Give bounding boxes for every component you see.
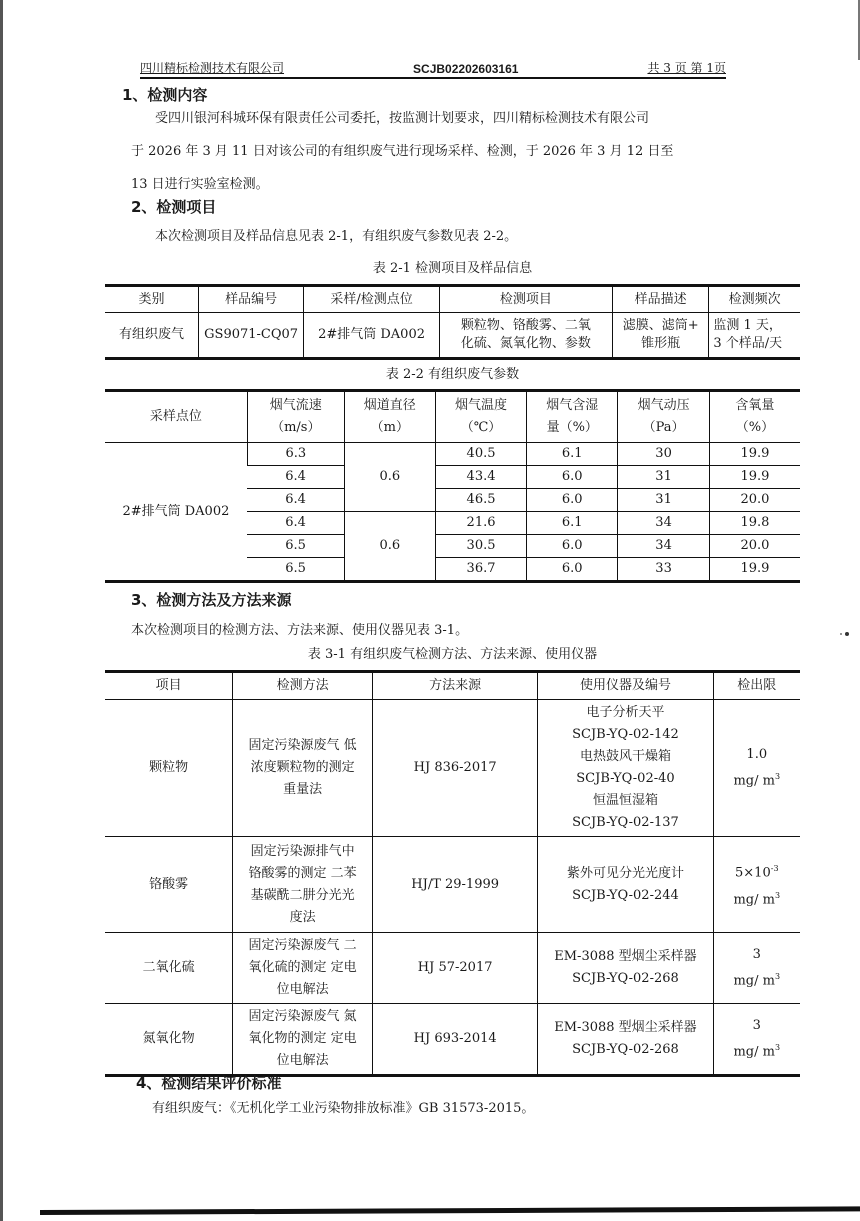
- cell-item: 二氧化硫: [105, 933, 233, 1004]
- col-header-moisture-l1: 烟气含湿: [546, 398, 599, 413]
- col-header-moisture: [527, 391, 618, 443]
- header-report-code: SCJB02202603161: [413, 62, 519, 76]
- col-header-pressure: [618, 391, 710, 443]
- table-header-row: [105, 672, 800, 700]
- cell-temperature: 36.7: [435, 558, 526, 582]
- col-header-temperature-l2: （℃）: [460, 420, 502, 435]
- cell-limit: [713, 837, 800, 933]
- cell-velocity: 6.3: [247, 443, 344, 466]
- cell-oxygen: 20.0: [709, 489, 800, 512]
- col-header-oxygen-l1: 含氧量: [735, 398, 775, 413]
- instrument-line: 恒温恒湿箱: [592, 793, 658, 808]
- table-methods: [105, 670, 800, 1077]
- instrument-line: EM-3088 型烟尘采样器: [554, 949, 697, 964]
- col-header-site-label: 采样点位: [149, 409, 202, 424]
- page-header: [140, 58, 726, 79]
- cell-instruments: [538, 837, 713, 933]
- cell-items: [439, 313, 612, 359]
- table22-caption: 表 2-2 有组织废气参数: [385, 367, 520, 382]
- cell-temperature: 40.5: [435, 443, 526, 466]
- cell-frequency-line2: 3 个样品/天: [713, 336, 783, 351]
- cell-pressure: 31: [618, 489, 710, 512]
- scan-edge-left: [0, 0, 3, 1221]
- section3-para: 本次检测项目的检测方法、方法来源、使用仪器见表 3-1。: [131, 623, 469, 638]
- table-header-row: [105, 286, 800, 313]
- instrument-line: SCJB-YQ-02-268: [572, 971, 679, 986]
- cell-category: 有组织废气: [118, 327, 184, 342]
- table-row: [105, 443, 800, 466]
- instrument-line: SCJB-YQ-02-137: [572, 815, 679, 830]
- cell-pressure: 34: [618, 512, 710, 535]
- cell-description-line2: 锥形瓶: [641, 336, 681, 351]
- col-header-diameter-l1: 烟道直径: [363, 398, 416, 413]
- cell-source: HJ 693-2014: [372, 1004, 537, 1076]
- cell-oxygen: 19.8: [709, 512, 800, 535]
- cell-moisture: 6.1: [527, 512, 618, 535]
- instrument-line: 电子分析天平: [586, 705, 665, 720]
- scan-speck: [845, 632, 849, 636]
- limit-unit: [718, 885, 796, 911]
- method-line: 重量法: [283, 782, 323, 797]
- section2-title: 2、检测项目: [131, 198, 217, 216]
- cell-oxygen: 19.9: [709, 466, 800, 489]
- cell-oxygen: 19.9: [709, 558, 800, 582]
- col-header-sample-id: 样品编号: [198, 286, 303, 313]
- limit-unit: [718, 1037, 796, 1063]
- cell-velocity: 6.4: [247, 489, 344, 512]
- method-line: 固定污染源废气 低: [248, 738, 357, 753]
- cell-moisture: 6.0: [527, 558, 618, 582]
- col-header-description: 样品描述: [612, 286, 708, 313]
- table31-caption: 表 3-1 有组织废气检测方法、方法来源、使用仪器: [307, 647, 598, 662]
- cell-moisture: 6.1: [527, 443, 618, 466]
- cell-oxygen: 19.9: [709, 443, 800, 466]
- limit-value: 3: [752, 1017, 761, 1033]
- col-header-velocity-l1: 烟气流速: [269, 398, 322, 413]
- cell-oxygen: 20.0: [709, 535, 800, 558]
- method-line: 基碳酰二肼分光光: [250, 887, 355, 903]
- cell-diameter: 0.6: [344, 512, 435, 582]
- cell-instruments: [538, 933, 713, 1004]
- limit-unit-text: mg/ m: [733, 973, 775, 989]
- col-header-items: 检测项目: [439, 286, 612, 313]
- table-header-row: [105, 391, 800, 443]
- limit-value: [718, 858, 796, 884]
- limit-unit-sup: 3: [774, 1042, 781, 1052]
- cell-item: 颗粒物: [105, 700, 233, 837]
- section4-para: 有组织废气：《无机化学工业污染物排放标准》GB 31573-2015。: [152, 1101, 535, 1116]
- cell-pressure: 34: [618, 535, 710, 558]
- col-header-oxygen-l2: （%）: [735, 420, 775, 435]
- col-header-moisture-l2: 量（%）: [546, 420, 598, 435]
- cell-item: 铬酸雾: [105, 837, 233, 933]
- table-row: [105, 837, 800, 933]
- cell-velocity: 6.5: [247, 535, 344, 558]
- section3-title: 3、检测方法及方法来源: [131, 591, 292, 609]
- instrument-line: 紫外可见分光光度计: [566, 865, 684, 881]
- limit-value: 1.0: [746, 746, 768, 762]
- col-header-oxygen: [709, 391, 800, 443]
- method-line: 铬酸雾的测定 二苯: [248, 865, 357, 881]
- section2-para: 本次检测项目及样品信息见表 2-1，有组织废气参数见表 2-2。: [155, 229, 518, 244]
- col-header-frequency: 检测频次: [709, 286, 800, 313]
- col-header-velocity-l2: （m/s）: [271, 420, 321, 435]
- col-header-method: 检测方法: [233, 672, 373, 700]
- instrument-line: SCJB-YQ-02-244: [572, 887, 679, 903]
- cell-temperature: 46.5: [435, 489, 526, 512]
- cell-moisture: 6.0: [527, 466, 618, 489]
- method-line: 固定污染源废气 二: [248, 938, 357, 953]
- col-header-pressure-l2: （Pa）: [642, 420, 685, 435]
- cell-source: HJ 836-2017: [372, 700, 537, 837]
- cell-limit: [713, 1004, 800, 1076]
- cell-point: 2#排气筒 DA002: [304, 313, 440, 359]
- cell-frequency: [709, 313, 800, 359]
- cell-instruments: [538, 700, 713, 837]
- col-header-instruments: 使用仪器及编号: [538, 672, 713, 700]
- instrument-line: SCJB-YQ-02-142: [572, 727, 679, 742]
- limit-unit: [718, 966, 796, 992]
- col-header-source: 方法来源: [372, 672, 537, 700]
- col-header-category: 类别: [105, 286, 198, 313]
- table-row: [105, 700, 800, 837]
- cell-pressure: 33: [618, 558, 710, 582]
- cell-method: [233, 700, 373, 837]
- table-row: [105, 313, 800, 359]
- limit-unit-text: mg/ m: [733, 773, 775, 789]
- col-header-point: 采样/检测点位: [304, 286, 440, 313]
- scan-speck-small: [840, 633, 842, 635]
- limit-unit-text: mg/ m: [733, 891, 775, 907]
- cell-items-line2: 化硫、氮氧化物、参数: [460, 336, 591, 351]
- col-header-temperature: [435, 391, 526, 443]
- instrument-line: EM-3088 型烟尘采样器: [554, 1020, 697, 1035]
- limit-unit-sup: 3: [774, 890, 781, 900]
- cell-temperature: 30.5: [435, 535, 526, 558]
- table-row: [105, 933, 800, 1004]
- col-header-limit: 检出限: [713, 672, 800, 700]
- cell-velocity: 6.4: [247, 466, 344, 489]
- col-header-diameter: [344, 391, 435, 443]
- cell-pressure: 30: [618, 443, 710, 466]
- header-page-number: 共 3 页 第 1页: [647, 61, 726, 75]
- col-header-item: 项目: [105, 672, 233, 700]
- method-line: 位电解法: [276, 1053, 329, 1068]
- cell-sample-id: GS9071-CQ07: [198, 313, 303, 359]
- col-header-diameter-l2: （m）: [370, 420, 409, 435]
- cell-diameter: 0.6: [344, 443, 435, 512]
- cell-method: [233, 1004, 373, 1076]
- cell-items-line1: 颗粒物、铬酸雾、二氧: [460, 318, 591, 333]
- limit-unit: [718, 766, 796, 792]
- cell-velocity: 6.4: [247, 512, 344, 535]
- limit-unit-sup: 3: [774, 971, 781, 981]
- cell-frequency-line1: 监测 1 天，: [713, 318, 782, 333]
- cell-velocity: 6.5: [285, 561, 306, 576]
- cell-temperature: 21.6: [435, 512, 526, 535]
- section1-title: 1、检测内容: [122, 86, 208, 104]
- cell-method: [233, 837, 373, 933]
- section4-title: 4、检测结果评价标准: [136, 1074, 282, 1092]
- table-row: [105, 1004, 800, 1076]
- header-company: 四川精标检测技术有限公司: [140, 61, 285, 75]
- cell-limit: [713, 933, 800, 1004]
- table-gas-parameters: [105, 389, 800, 583]
- cell-moisture: 6.0: [527, 489, 618, 512]
- cell-moisture: 6.0: [527, 535, 618, 558]
- limit-value: 3: [752, 946, 761, 962]
- method-line: 氧化物的测定 定电: [248, 1031, 357, 1046]
- limit-unit-text: mg/ m: [733, 1044, 775, 1060]
- col-header-velocity: [247, 391, 344, 443]
- method-line: 固定污染源废气 氮: [248, 1009, 357, 1024]
- method-line: 位电解法: [276, 982, 329, 997]
- cell-instruments: [538, 1004, 713, 1076]
- cell-description: [612, 313, 708, 359]
- method-line: 度法: [289, 909, 316, 925]
- col-header-pressure-l1: 烟气动压: [637, 398, 690, 413]
- cell-site: 2#排气筒 DA002: [122, 503, 230, 519]
- col-header-temperature-l1: 烟气温度: [455, 398, 508, 413]
- limit-value-sup: -3: [770, 864, 779, 874]
- method-line: 固定污染源排气中: [250, 843, 355, 859]
- section1-para-line2: 于 2026 年 3 月 11 日对该公司的有组织废气进行现场采样、检测，于 2026 年 3 月 12 日至: [131, 144, 674, 159]
- limit-value-text: 5×10: [735, 865, 771, 881]
- method-line: 浓度颗粒物的测定: [250, 760, 355, 775]
- cell-temperature: 43.4: [435, 466, 526, 489]
- cell-item: 氮氧化物: [142, 1031, 195, 1046]
- cell-method: [233, 933, 373, 1004]
- cell-source: HJ/T 29-1999: [372, 837, 537, 933]
- instrument-line: 电热鼓风干燥箱: [579, 749, 671, 764]
- section1-para-line3: 13 日进行实验室检测。: [131, 177, 269, 192]
- instrument-line: SCJB-YQ-02-40: [576, 771, 675, 786]
- cell-pressure: 31: [618, 466, 710, 489]
- limit-unit-sup: 3: [774, 771, 781, 781]
- cell-source: HJ 57-2017: [372, 933, 537, 1004]
- instrument-line: SCJB-YQ-02-268: [572, 1042, 679, 1057]
- table21-caption: 表 2-1 检测项目及样品信息: [372, 261, 533, 276]
- method-line: 氧化硫的测定 定电: [248, 960, 357, 975]
- col-header-site: [105, 391, 247, 443]
- table-sample-info: [105, 284, 800, 360]
- cell-description-line1: 滤膜、滤筒+: [622, 318, 699, 333]
- cell-limit: [713, 700, 800, 837]
- scan-bottom-edge: [40, 1206, 860, 1215]
- section1-para-line1: 受四川银河科城环保有限责任公司委托，按监测计划要求，四川精标检测技术有限公司: [155, 111, 650, 126]
